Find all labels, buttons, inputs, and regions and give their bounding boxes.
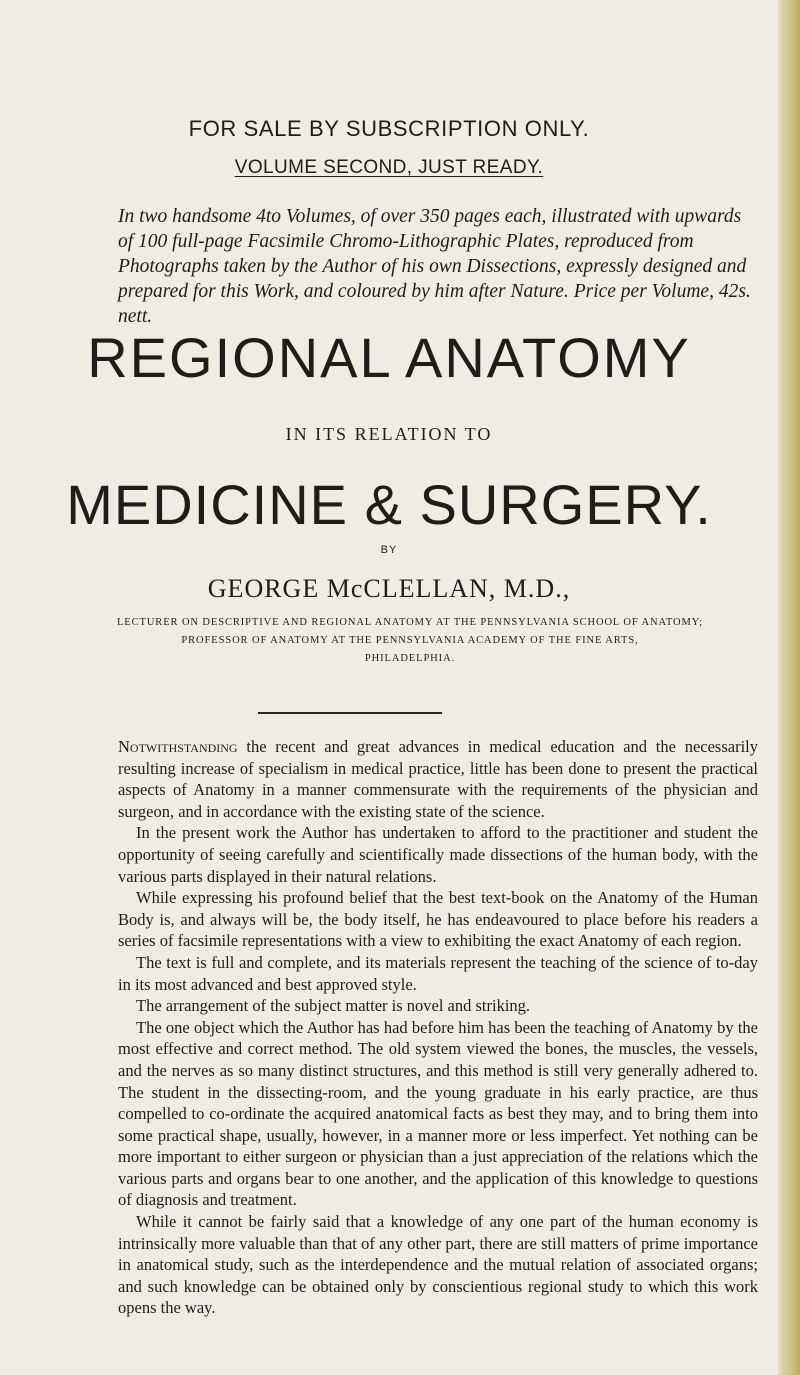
intro-paragraph: In two handsome 4to Volumes, of over 350 pages each, illustrated with upwards of 100 full-page Facsimile Chromo-Lithographic Plates, reproduced from Photographs taken by the Author of his own Dissections, expressly designed and prepared for this Work, and coloured by him after Nature. Price per Volume, 42s. nett. [118,206,751,327]
volume-notice-text: VOLUME SECOND, JUST READY. [234,157,544,178]
credentials-line: LECTURER ON DESCRIPTIVE AND REGIONAL ANATOMY AT THE PENNSYLVANIA SCHOOL OF ANATOMY; [116,617,704,628]
book-title: REGIONAL ANATOMY [87,326,691,389]
credentials-line: PHILADELPHIA. [364,653,456,664]
paragraph: The text is full and complete, and its materials represent the teaching of the science of to-day in its most advanced and best approved style. [118,952,758,994]
subscription-notice: FOR SALE BY SUBSCRIPTION ONLY. [188,116,590,141]
paragraph: While expressing his profound belief that the best text-book on the Anatomy of the Human Body is, and always will be, the body itself, he has endeavoured to place before his readers a series of facsimile representations with a view to exhibiting the exact Anatomy of each region. [118,888,758,951]
author-credentials [100,614,720,668]
page-edge [778,0,800,1375]
divider-rule [258,712,442,714]
paragraph: While it cannot be fairly said that a knowledge of any one part of the human economy is intrinsically more valuable than that of any other part, there are still matters of prime importance in anatomical study, such as the interdependence and the mutual relation of associated organs; and such knowledge can be obtained only by conscientious regional study to which this work opens the way. [118,1212,758,1318]
paragraph [118,736,758,822]
book-subtitle-connector: IN ITS RELATION TO [285,424,493,444]
volume-notice [0,157,778,179]
author-name: GEORGE McCLELLAN, M.D., [207,574,571,603]
credentials-line: PROFESSOR OF ANATOMY AT THE PENNSYLVANIA ACADEMY OF THE FINE ARTS, [181,635,639,646]
paragraph: In the present work the Author has undertaken to afford to the practitioner and student the opportunity of seeing carefully and scientifically made dissections of the human body, with the various parts displayed in their natural relations. [118,823,758,886]
book-title-second-line: MEDICINE & SURGERY. [66,473,712,536]
by-label: BY [380,544,398,556]
paragraph: The one object which the Author has had before him has been the teaching of Anatomy by the most effective and correct method. The old system viewed the bones, the muscles, the vessels, and the nerves as so many distinct structures, and this method is still very generally adhered to. The student in the dissecting-room, and the young graduate in his early practice, are thus compelled to co-ordinate the acquired anatomical facts as best they may, and to bring them into some practical shape, usually, however, in a manner more or less imperfect. Yet nothing can be more important to either surgeon or physician than a just appreciation of the relations which the various parts and organs bear to one another, and the application of this knowledge to questions of diagnosis and treatment. [118,1017,758,1210]
paragraph-lead-word: Notwithstanding [118,737,238,756]
paragraph-text: the recent and great advances in medical education and the necessarily resulting increase of specialism in medical practice, little has been done to present the practical aspects of Anatomy in a manner commensurate with the requirements of the physician and surgeon, and in accordance with the existing state of the science. [118,737,758,821]
description-text [118,736,758,1319]
paragraph: The arrangement of the subject matter is novel and striking. [136,996,531,1016]
